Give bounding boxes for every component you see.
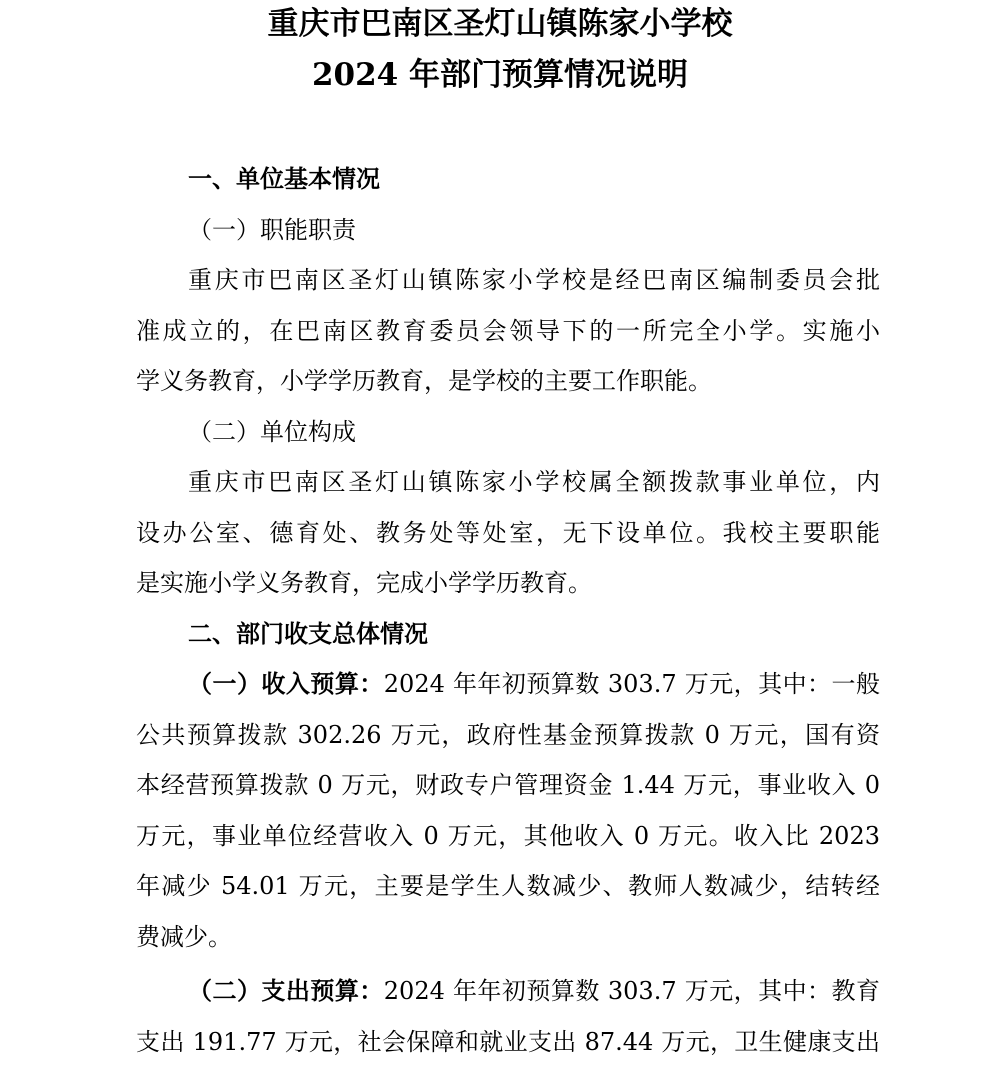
paragraph-line: 本经营预算拨款 0 万元，财政专户管理资金 1.44 万元，事业收入 0 bbox=[136, 760, 880, 811]
paragraph-line: 设办公室、德育处、教务处等处室，无下设单位。我校主要职能 bbox=[136, 508, 880, 559]
paragraph-line: 重庆市巴南区圣灯山镇陈家小学校属全额拨款事业单位，内 bbox=[136, 457, 880, 508]
paragraph-line: 年减少 54.01 万元，主要是学生人数减少、教师人数减少，结转经 bbox=[136, 861, 880, 912]
paragraph-line: 支出 191.77 万元，社会保障和就业支出 87.44 万元，卫生健康支出 bbox=[136, 1017, 880, 1067]
paragraph-line: 重庆市巴南区圣灯山镇陈家小学校是经巴南区编制委员会批 bbox=[136, 255, 880, 306]
paragraph-line: 准成立的，在巴南区教育委员会领导下的一所完全小学。实施小 bbox=[136, 306, 880, 357]
paragraph-line: 费减少。 bbox=[136, 912, 880, 963]
document-title-line-2: 2024 年部门预算情况说明 bbox=[0, 53, 1000, 97]
income-first-line bbox=[136, 659, 880, 710]
paragraph-line: 是实施小学义务教育，完成小学学历教育。 bbox=[136, 558, 880, 609]
paragraph-line: 公共预算拨款 302.26 万元，政府性基金预算拨款 0 万元，国有资 bbox=[136, 710, 880, 761]
paragraph-line: 学义务教育，小学学历教育，是学校的主要工作职能。 bbox=[136, 356, 880, 407]
subheading-composition: （二）单位构成 bbox=[136, 407, 880, 458]
subheading-functions: （一）职能职责 bbox=[136, 205, 880, 256]
document-title-line-1: 重庆市巴南区圣灯山镇陈家小学校 bbox=[0, 2, 1000, 46]
income-label: （一）收入预算： bbox=[188, 669, 384, 698]
paragraph-line: 万元，事业单位经营收入 0 万元，其他收入 0 万元。收入比 2023 bbox=[136, 811, 880, 862]
section-heading-unit-basics: 一、单位基本情况 bbox=[136, 154, 880, 205]
document-body bbox=[136, 154, 880, 1067]
expense-label: （二）支出预算： bbox=[188, 976, 384, 1005]
expense-first-line bbox=[136, 966, 880, 1017]
expense-first-text: 2024 年年初预算数 303.7 万元，其中：教育 bbox=[384, 977, 880, 1005]
income-first-text: 2024 年年初预算数 303.7 万元，其中：一般 bbox=[384, 670, 880, 698]
section-heading-budget-overview: 二、部门收支总体情况 bbox=[136, 609, 880, 660]
